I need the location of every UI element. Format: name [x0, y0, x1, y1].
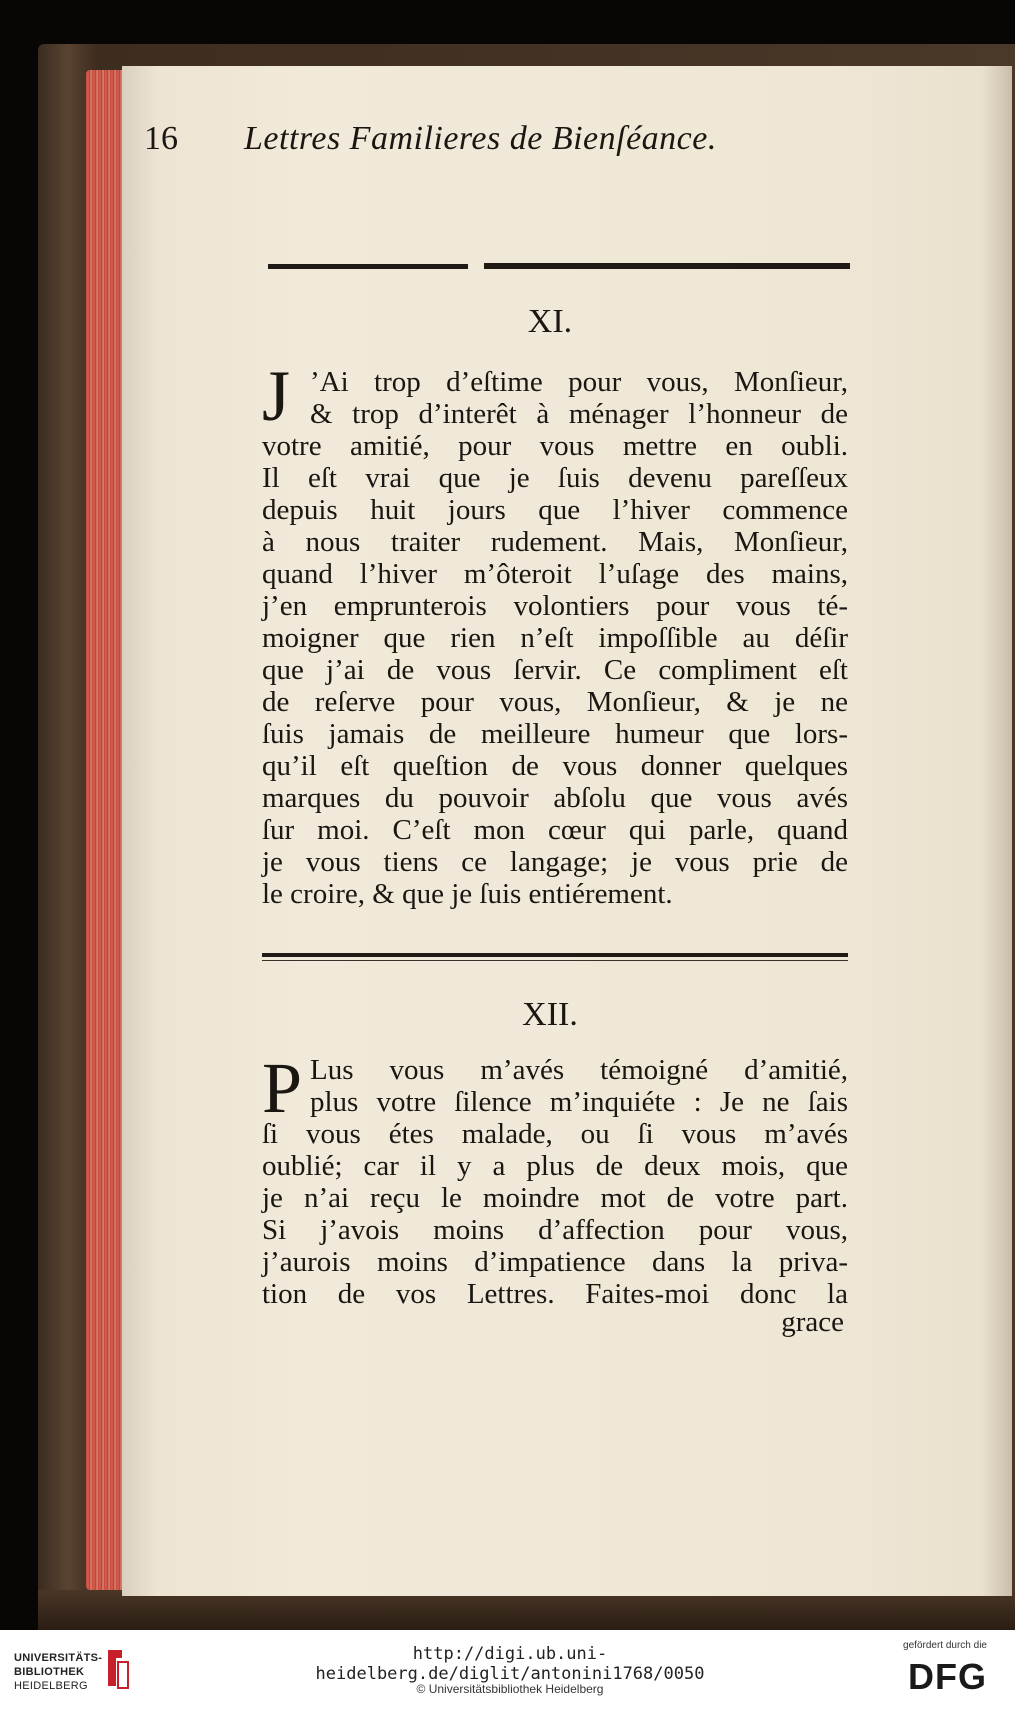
text-line: ’Ai trop d’eſtime pour vous, Monſieur,	[310, 366, 848, 398]
book-cover-bottom-edge	[38, 1590, 1015, 1630]
text-line: Si j’avois moins d’affection pour vous,	[262, 1214, 848, 1246]
text-line: je n’ai reçu le moindre mot de votre part.	[262, 1182, 848, 1214]
text-line: que j’ai de vous ſervir. Ce compliment eſt	[262, 654, 848, 686]
text-line: ſi vous étes malade, ou ſi vous m’avés	[262, 1118, 848, 1150]
letter-number-xi: XI.	[527, 303, 573, 340]
text-line: marques du pouvoir abſolu que vous avés	[262, 782, 848, 814]
text-line: ſur moi. C’eſt mon cœur qui parle, quand	[262, 814, 848, 846]
text-line: oublié; car il y a plus de deux mois, que	[262, 1150, 848, 1182]
text-line: j’aurois moins d’impatience dans la priva-	[262, 1246, 848, 1278]
text-line: quand l’hiver m’ôteroit l’uſage des mains,	[262, 558, 848, 590]
text-line: moigner que rien n’eſt impoſſible au déſir	[262, 622, 848, 654]
text-line: Il eſt vrai que je ſuis devenu pareſſeux	[262, 462, 848, 494]
viewer-footer	[0, 1630, 1015, 1714]
text-line: le croire, & que je ſuis entiérement.	[262, 878, 673, 910]
text-line: je vous tiens ce langage; je vous prie de	[262, 846, 848, 878]
catchword: grace	[781, 1306, 844, 1338]
running-title: Lettres Familieres de Bienſéance.	[244, 120, 717, 157]
funding-note: gefördert durch die	[903, 1640, 987, 1651]
text-line: de reſerve pour vous, Monſieur, & je ne	[262, 686, 848, 718]
head-rule-1	[268, 264, 468, 269]
page-gutter-shadow	[982, 66, 1012, 1596]
text-line: Lus vous m’avés témoigné d’amitié,	[310, 1054, 848, 1086]
letter-number-xii: XII.	[522, 996, 578, 1033]
library-name-line3: HEIDELBERG	[14, 1680, 88, 1692]
text-line: & trop d’interêt à ménager l’honneur de	[310, 398, 848, 430]
letter-xii-body	[262, 1048, 848, 1310]
text-line: plus votre ſilence m’inquiéte : Je ne ſais	[310, 1086, 848, 1118]
library-name-line2: BIBLIOTHEK	[14, 1666, 85, 1678]
page-number: 16	[144, 120, 178, 157]
dropcap-p: P	[262, 1048, 303, 1128]
running-head	[144, 120, 844, 170]
text-line: votre amitié, pour vous mettre en oubli.	[262, 430, 848, 462]
head-rule-2	[484, 263, 850, 269]
text-line: j’en emprunterois volontiers pour vous té-	[262, 590, 848, 622]
text-line: à nous traiter rudement. Mais, Monſieur,	[262, 526, 848, 558]
letter-separator-rule-shadow	[262, 960, 848, 961]
permalink-url[interactable]: http://digi.ub.uni-heidelberg.de/diglit/antonini1768/0050	[315, 1644, 705, 1684]
text-line: tion de vos Lettres. Faites-moi donc la	[262, 1278, 848, 1310]
library-logo-icon	[104, 1646, 132, 1692]
text-line: ſuis jamais de meilleure humeur que lors-	[262, 718, 848, 750]
copyright-notice: © Universitätsbibliothek Heidelberg	[416, 1682, 604, 1696]
letter-separator-rule	[262, 953, 848, 957]
library-name-line1: UNIVERSITÄTS-	[14, 1652, 103, 1664]
dropcap-j: J	[262, 356, 291, 436]
dfg-logo: DFG	[908, 1656, 987, 1697]
text-line: depuis huit jours que l’hiver commence	[262, 494, 848, 526]
red-page-edges	[86, 70, 126, 1590]
text-line: qu’il eſt queſtion de vous donner quelques	[262, 750, 848, 782]
letter-xi-body	[262, 366, 848, 910]
